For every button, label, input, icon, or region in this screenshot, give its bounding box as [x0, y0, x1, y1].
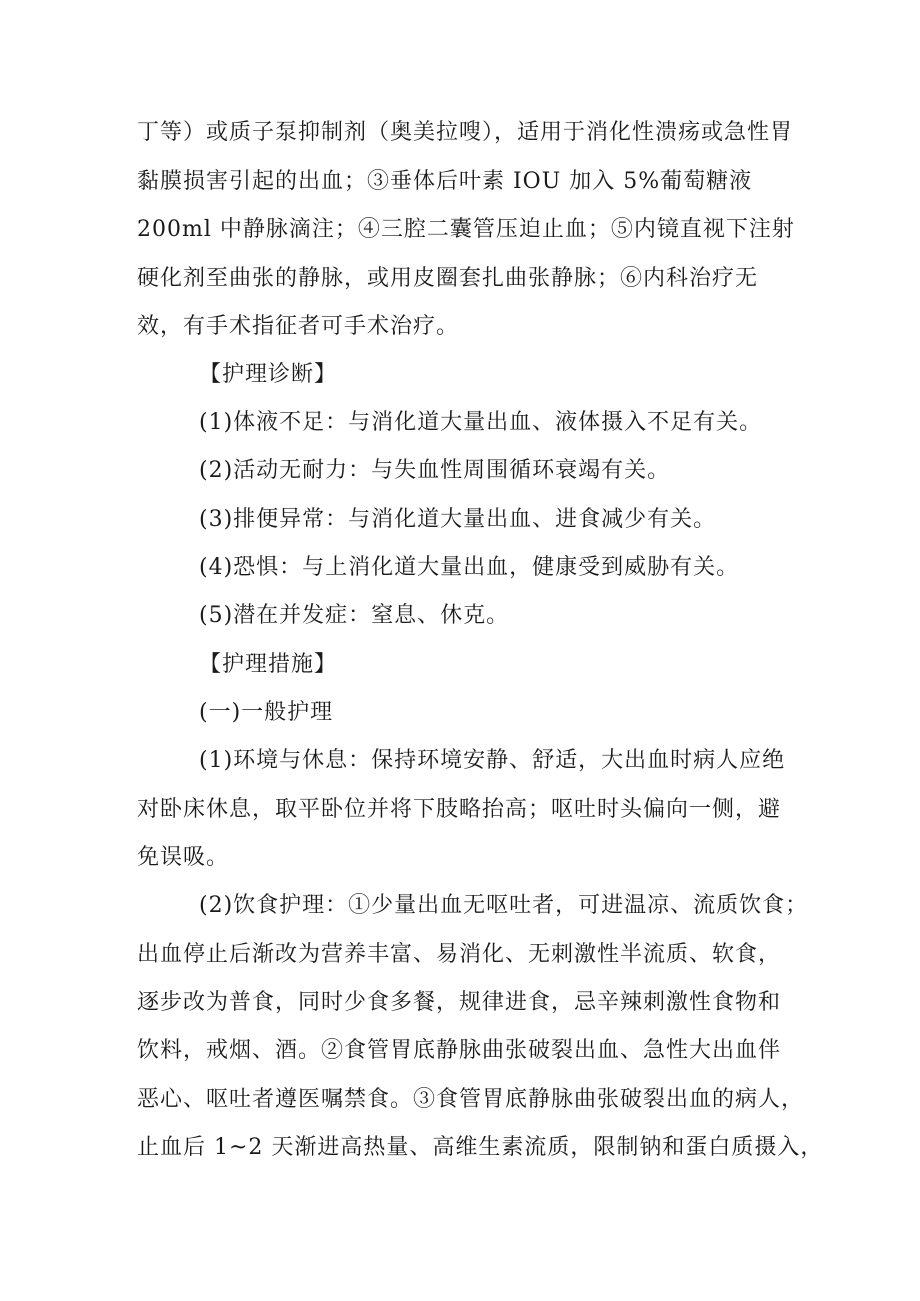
text-line: 丁等）或质子泵抑制剂（奥美拉嗖），适用于消化性溃疡或急性胃 [137, 120, 794, 145]
list-item: (2)活动无耐力：与失血性周围循环衰竭有关。 [199, 458, 671, 483]
text-line: 黏膜损害引起的出血；③垂体后叶素 IOU 加入 5%葡萄糖液 [137, 169, 753, 194]
text-line: (1)环境与休息：保持环境安静、舒适，大出血时病人应绝 [199, 748, 786, 773]
text-line: 对卧床休息，取平卧位并将下肢略抬高；呕吐时头偏向一侧，避 [137, 797, 782, 822]
subsection-heading: (一)一般护理 [199, 700, 334, 725]
text-line: 逐步改为普食，同时少食多餐，规律进食，忌辛辣刺激性食物和 [137, 990, 782, 1015]
text-line: 饮料，戒烟、酒。②食管胃底静脉曲张破裂出血、急性大出血伴 [137, 1038, 782, 1063]
text-line: 硬化剂至曲张的静脉，或用皮圈套扎曲张静脉；⑥内科治疗无 [137, 266, 759, 291]
list-item: (3)排便异常：与消化道大量出血、进食减少有关。 [199, 507, 717, 532]
list-item: (1)体液不足：与消化道大量出血、液体摄入不足有关。 [199, 410, 763, 435]
list-item: (4)恐惧：与上消化道大量出血，健康受到威胁有关。 [199, 555, 740, 580]
text-line: 出血停止后渐改为营养丰富、易消化、无刺激性半流质、软食， [137, 942, 782, 967]
text-line: (2)饮食护理：①少量出血无呕吐者，可进温凉、流质饮食； [199, 893, 809, 918]
section-heading: 【护理措施】 [199, 652, 338, 677]
text-line: 恶心、呕吐者遵医嘱禁食。③食管胃底静脉曲张破裂出血的病人， [137, 1087, 805, 1112]
list-item: (5)潜在并发症：窒息、休克。 [199, 603, 510, 628]
text-line: 止血后 1~2 天渐进高热量、高维生素流质，限制钠和蛋白质摄入， [137, 1135, 824, 1160]
section-heading: 【护理诊断】 [199, 362, 338, 387]
text-line: 效，有手术指征者可手术治疗。 [137, 314, 460, 339]
text-line: 200ml 中静脉滴注；④三腔二囊管压迫止血；⑤内镜直视下注射 [137, 217, 795, 242]
text-line: 免误吸。 [137, 845, 230, 870]
